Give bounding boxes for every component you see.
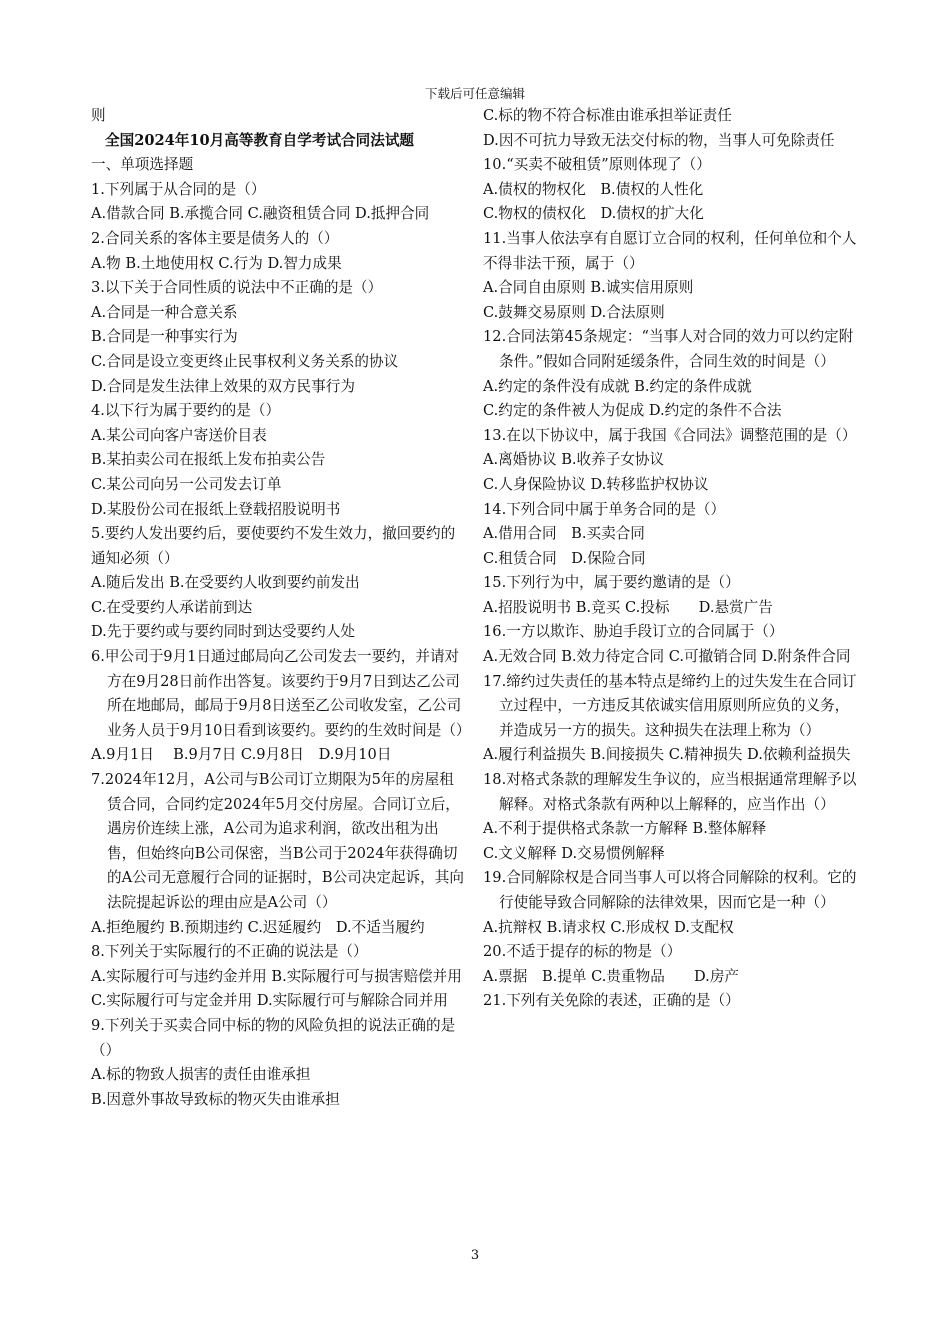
page-number: 3 <box>470 1248 480 1263</box>
right-column-line: C.文义解释 D.交易惯例解释 <box>483 844 665 862</box>
left-column-line: A.某公司向客户寄送价目表 <box>91 426 267 444</box>
left-column-line: D.某股份公司在报纸上登载招股说明书 <box>91 500 341 518</box>
left-column-line: 4.以下行为属于要约的是（） <box>91 402 281 420</box>
right-column-line: C.鼓舞交易原则 D.合法原则 <box>483 303 665 321</box>
right-column-line: 10.“买卖不破租赁”原则体现了（） <box>483 156 711 174</box>
left-column-line: D.先于要约或与要约同时到达受要约人处 <box>91 623 355 641</box>
right-column-line: D.因不可抗力导致无法交付标的物，当事人可免除责任 <box>483 131 835 149</box>
left-column-line: A.9月1日 B.9月7日 C.9月8日 D.9月10日 <box>91 746 392 764</box>
right-column-line: A.债权的物权化 B.债权的人性化 <box>483 180 704 198</box>
left-column-line: 1.下列属于从合同的是（） <box>91 180 266 198</box>
left-column-line: A.标的物致人损害的责任由谁承担 <box>91 1066 311 1084</box>
left-column-line: 2.合同关系的客体主要是债务人的（） <box>91 229 339 247</box>
right-column-line: C.租赁合同 D.保险合同 <box>483 549 646 567</box>
left-column-line: B.合同是一种事实行为 <box>91 328 238 346</box>
left-column-line: 6.甲公司于9月1日通过邮局向乙公司发去一要约，并请对方在9月28日前作出答复。该要约于9月7日到达乙公司所在地邮局，邮局于9月8日送至乙公司收发室，乙公司业务人员于9月10日看到该要约。要约的生效时间是（） <box>91 648 471 739</box>
right-column-line: 14.下列合同中属于单务合同的是（） <box>483 500 726 518</box>
left-column-line: 则 <box>91 107 106 124</box>
left-column-line: 全国2024年10月高等教育自学考试合同法试题 <box>105 131 415 149</box>
right-column-line: 12.合同法第45条规定：“当事人对合同的效力可以约定附条件。”假如合同附延缓条件，合同生效的时间是（） <box>483 328 854 370</box>
left-column-line: 9.下列关于买卖合同中标的物的风险负担的说法正确的是（） <box>91 1016 456 1059</box>
right-column <box>483 104 859 1014</box>
left-column-line: A.借款合同 B.承揽合同 C.融资租赁合同 D.抵押合同 <box>91 205 430 223</box>
left-column-line: A.物 B.土地使用权 C.行为 D.智力成果 <box>91 254 342 272</box>
left-column-line: B.因意外事故导致标的物灭失由谁承担 <box>91 1090 340 1108</box>
right-column-line: 13.在以下协议中，属于我国《合同法》调整范围的是（） <box>483 426 857 444</box>
right-column-line: 20.不适于提存的标的物是（） <box>483 943 682 961</box>
left-column-line: A.合同是一种合意关系 <box>91 303 238 321</box>
right-column-line: C.标的物不符合标准由谁承担举证责任 <box>483 107 732 124</box>
right-column-line: A.离婚协议 B.收养子女协议 <box>483 451 665 469</box>
right-column-line: A.合同自由原则 B.诚实信用原则 <box>483 279 694 297</box>
left-column-line: 一、单项选择题 <box>91 156 194 174</box>
left-column-line: A.实际履行可与违约金并用 B.实际履行可与损害赔偿并用 C.实际履行可与定金并用 D.实际履行可与解除合同并用 <box>91 967 462 1010</box>
left-column-line: 5.要约人发出要约后，要使要约不发生效力，撤回要约的通知必须（） <box>91 525 456 567</box>
right-column-line: 17.缔约过失责任的基本特点是缔约上的过失发生在合同订立过程中，一方违反其依诚实信用原则所应负的义务，并造成另一方的损失。这种损失在法理上称为（） <box>483 672 857 739</box>
right-column-line: A.不利于提供格式条款一方解释 B.整体解释 <box>483 820 767 838</box>
right-column-line: A.借用合同 B.买卖合同 <box>483 525 645 543</box>
right-column-line: A.抗辩权 B.请求权 C.形成权 D.支配权 <box>483 918 734 936</box>
right-column-line: C.人身保险协议 D.转移监护权协议 <box>483 475 709 493</box>
left-column-line: C.合同是设立变更终止民事权利义务关系的协议 <box>91 352 399 370</box>
left-column-line: 8.下列关于实际履行的不正确的说法是（） <box>91 943 368 961</box>
left-column-line: 3.以下关于合同性质的说法中不正确的是（） <box>91 279 383 297</box>
left-column-line: 7.2024年12月，A公司与B公司订立期限为5年的房屋租赁合同，合同约定2024年5月交付房屋。合同订立后，遇房价连续上涨，A公司为追求利润，欲改出租为出售，但始终向B公司保密，当B公司于2024年获得确切的A公司无意履行合同的证据时，B公司决定起诉，其向法院提起诉讼的理由应是A公司（） <box>91 771 464 911</box>
right-column-line: C.约定的条件被人为促成 D.约定的条件不合法 <box>483 402 782 420</box>
right-column-line: A.履行利益损失 B.间接损失 C.精神损失 D.依赖利益损失 <box>483 746 851 764</box>
left-column-line: C.在受要约人承诺前到达 <box>91 598 253 616</box>
right-column-line: 11.当事人依法享有自愿订立合同的权利，任何单位和个人不得非法干预，属于（） <box>483 229 857 272</box>
left-column-line: A.随后发出 B.在受要约人收到要约前发出 <box>91 574 360 592</box>
left-column-line: D.合同是发生法律上效果的双方民事行为 <box>91 377 355 395</box>
right-column-line: A.招股说明书 B.竞买 C.投标 D.悬赏广告 <box>483 598 773 616</box>
left-column <box>91 104 471 1112</box>
left-column-line: B.某拍卖公司在报纸上发布拍卖公告 <box>91 451 326 469</box>
right-column-line: 19.合同解除权是合同当事人可以将合同解除的权利。它的行使能导致合同解除的法律效果，因而它是一种（） <box>483 869 857 911</box>
right-column-line: 21.下列有关免除的表述，正确的是（） <box>483 992 740 1010</box>
left-column-line: C.某公司向另一公司发去订单 <box>91 475 282 493</box>
right-column-line: C.物权的债权化 D.债权的扩大化 <box>483 205 704 223</box>
right-column-line: A.票据 B.提单 C.贵重物品 D.房产 <box>483 967 740 985</box>
right-column-line: 18.对格式条款的理解发生争议的，应当根据通常理解予以解释。对格式条款有两种以上解释的，应当作出（） <box>483 771 857 813</box>
right-column-line: A.无效合同 B.效力待定合同 C.可撤销合同 D.附条件合同 <box>483 648 851 666</box>
right-column-line: 16.一方以欺诈、胁迫手段订立的合同属于（） <box>483 623 784 641</box>
left-column-line: A.拒绝履约 B.预期违约 C.迟延履约 D.不适当履约 <box>91 918 425 936</box>
right-column-line: 15.下列行为中，属于要约邀请的是（） <box>483 574 740 592</box>
page-header: 下载后可任意编辑 <box>424 86 525 101</box>
right-column-line: A.约定的条件没有成就 B.约定的条件成就 <box>483 377 752 395</box>
